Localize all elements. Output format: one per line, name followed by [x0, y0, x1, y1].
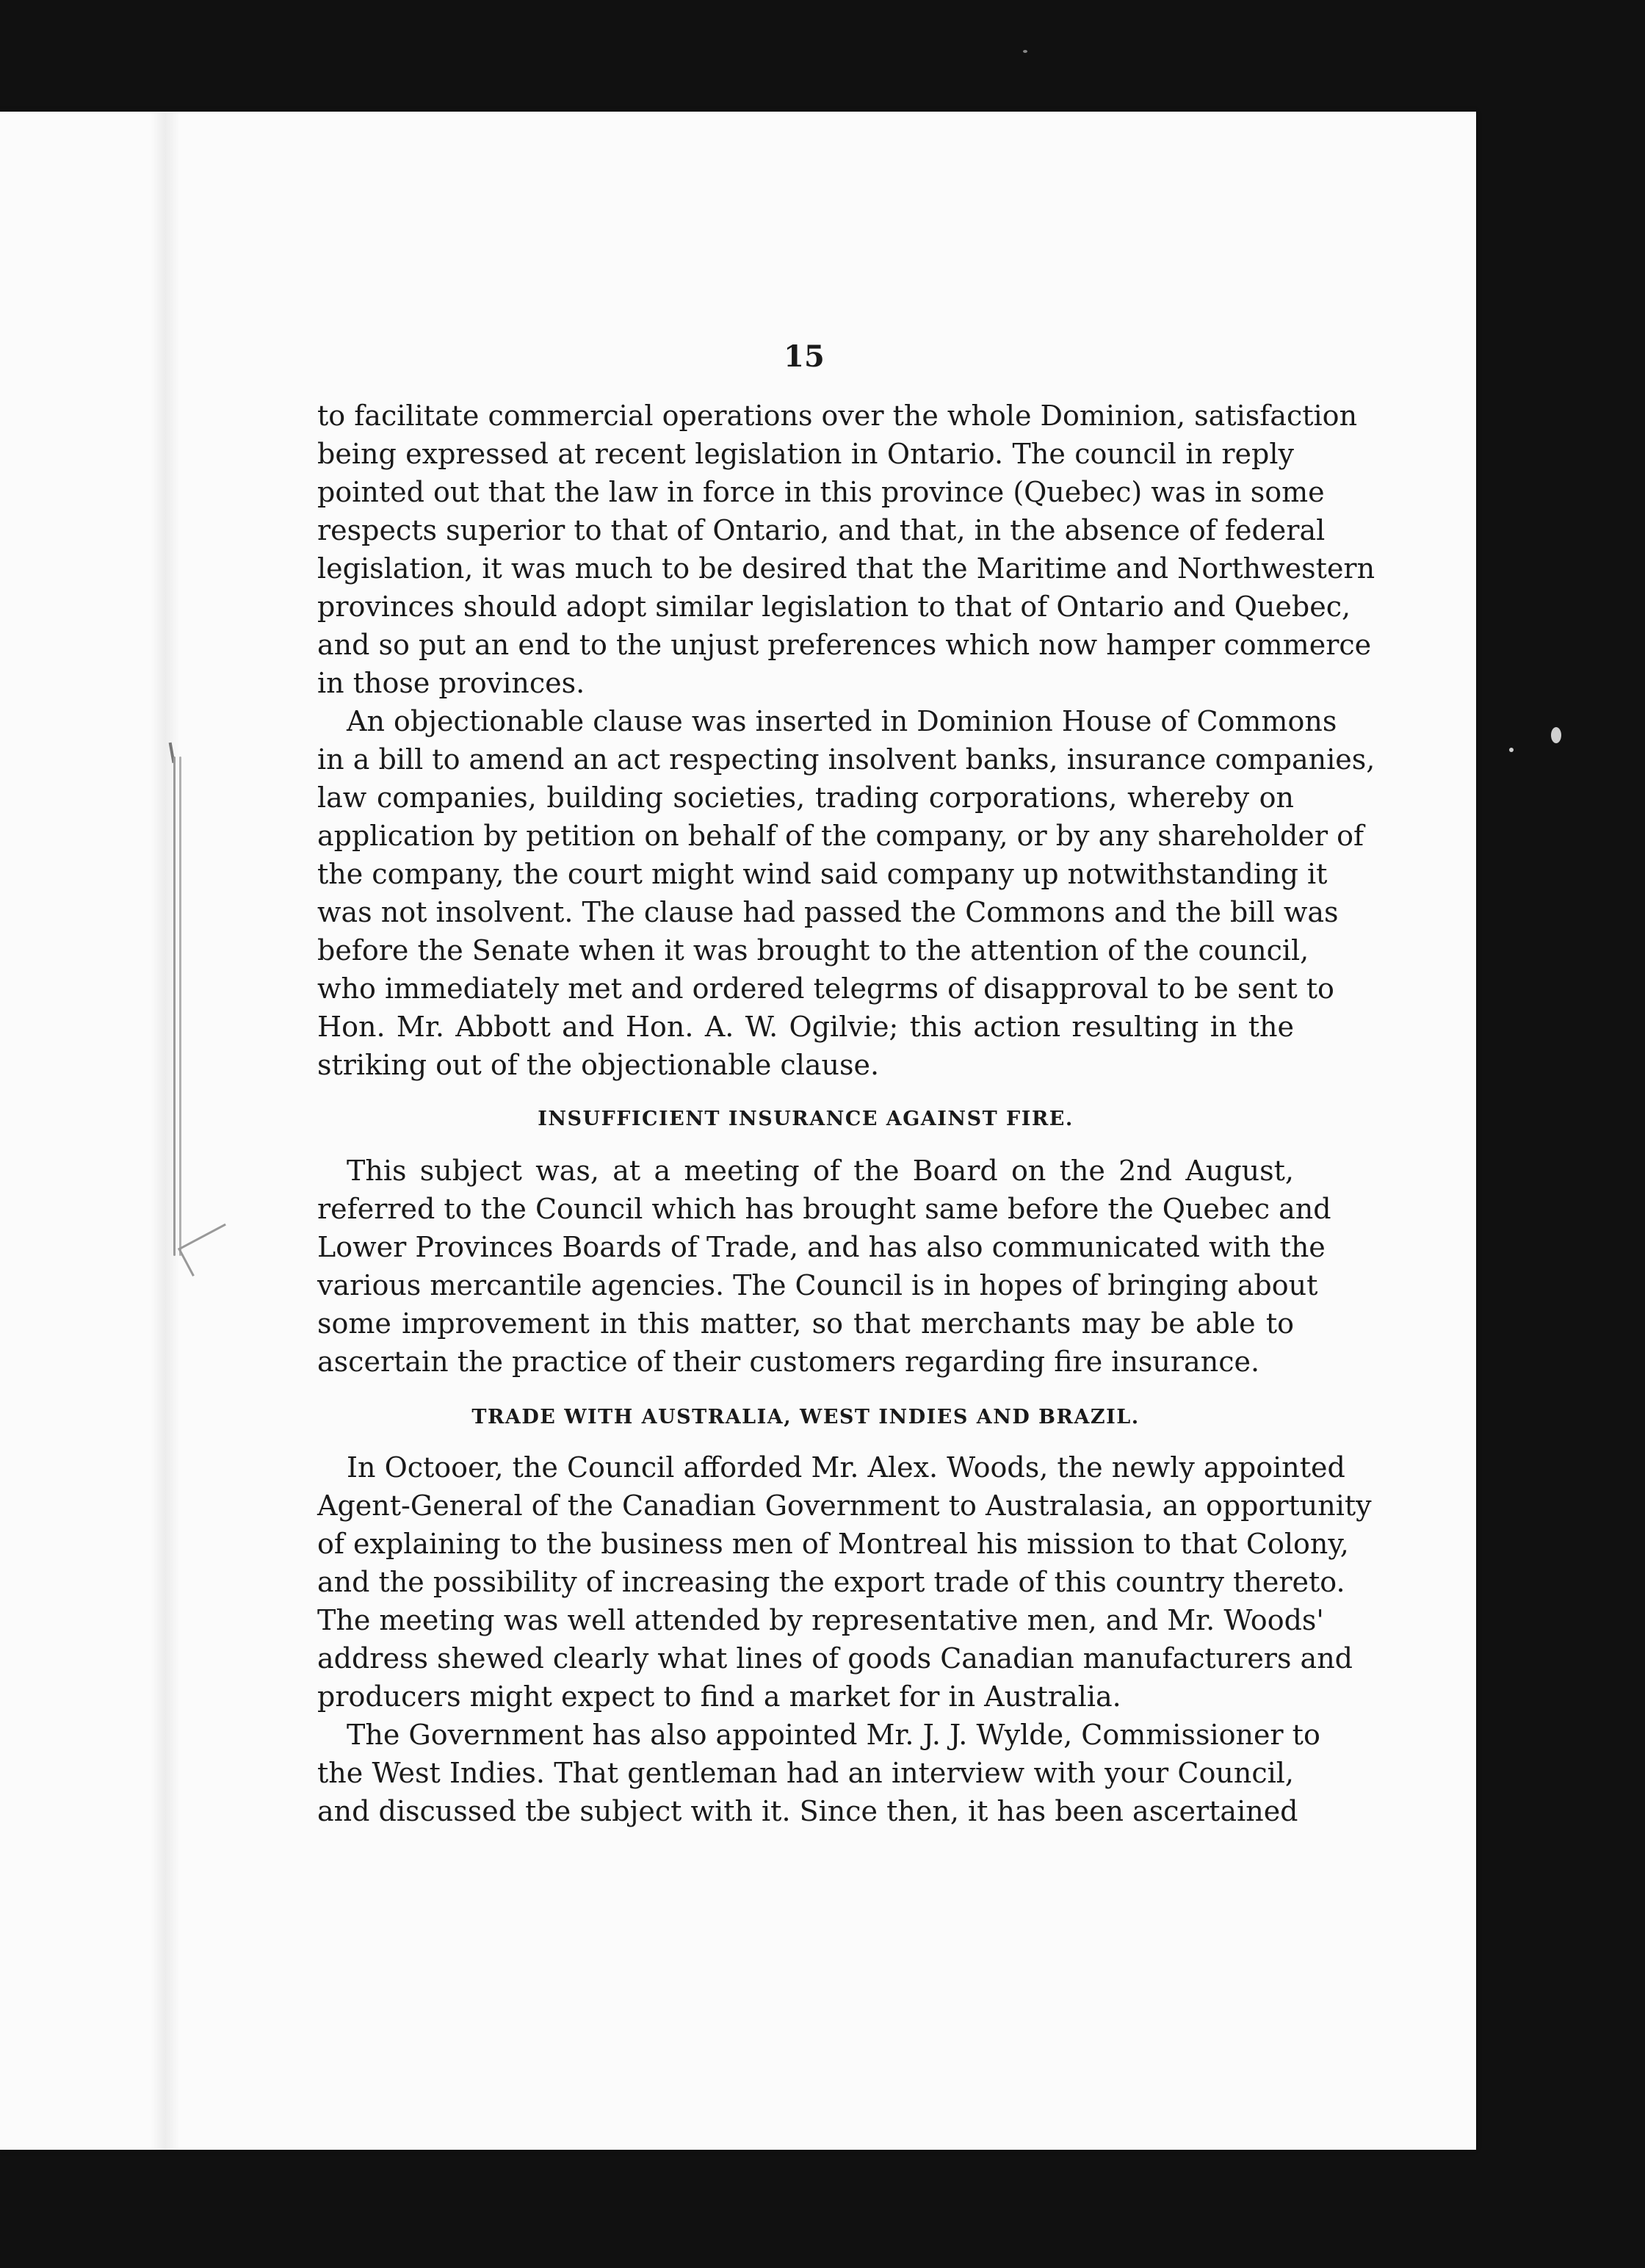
text-line: The meeting was well attended by representative men, and Mr. Woods' — [317, 1604, 1324, 1636]
thread-strand — [179, 756, 181, 1256]
text-line: the company, the court might wind said company up notwithstanding it — [317, 858, 1328, 890]
text-line: An objectionable clause was inserted in Dominion House of Commons — [347, 705, 1337, 737]
text-line: Lower Provinces Boards of Trade, and has also communicated with the — [317, 1231, 1326, 1263]
text-line: respects superior to that of Ontario, and that, in the absence of federal — [317, 514, 1326, 546]
text-line: In Octooer, the Council afforded Mr. Alex. Woods, the newly appointed — [347, 1451, 1345, 1484]
text-line: in those provinces. — [317, 667, 585, 699]
text-line: producers might expect to find a market for in Australia. — [317, 1680, 1121, 1713]
text-line: of explaining to the business men of Montreal his mission to that Colony, — [317, 1528, 1349, 1560]
paragraph — [317, 702, 1375, 1084]
paragraph — [317, 1716, 1320, 1830]
paragraph — [317, 1448, 1372, 1716]
page-number: 15 — [784, 339, 825, 374]
text-line: address shewed clearly what lines of goods Canadian manufacturers and — [317, 1642, 1353, 1675]
text-line: law companies, building societies, trading corporations, whereby on — [317, 781, 1294, 814]
binding-thread — [173, 742, 184, 1278]
paragraph — [317, 1152, 1331, 1381]
text-line: and the possibility of increasing the export trade of this country thereto. — [317, 1566, 1345, 1598]
text-line: ascertain the practice of their customers regarding fire insurance. — [317, 1346, 1260, 1378]
text-line: application by petition on behalf of the company, or by any shareholder of — [317, 820, 1364, 852]
section-heading: TRADE WITH AUSTRALIA, WEST INDIES AND BRAZIL. — [471, 1406, 1140, 1429]
text-line: some improvement in this matter, so that merchants may be able to — [317, 1307, 1294, 1340]
text-line: to facilitate commercial operations over the whole Dominion, satisfaction — [317, 400, 1358, 432]
text-line: Hon. Mr. Abbott and Hon. A. W. Ogilvie; this action resulting in the — [317, 1011, 1294, 1043]
text-line: who immediately met and ordered telegrms of disapproval to be sent to — [317, 972, 1334, 1005]
text-line: referred to the Council which has brought same before the Quebec and — [317, 1193, 1331, 1225]
text-line: the West Indies. That gentleman had an interview with your Council, — [317, 1757, 1294, 1789]
thread-strand — [173, 756, 176, 1256]
text-line: and so put an end to the unjust preferences which now hamper commerce — [317, 629, 1372, 661]
text-line: The Government has also appointed Mr. J. J. Wylde, Commissioner to — [347, 1719, 1320, 1751]
text-line: various mercantile agencies. The Council is in hopes of bringing about — [317, 1269, 1318, 1301]
text-line: and discussed tbe subject with it. Since then, it has been ascertained — [317, 1795, 1298, 1827]
text-line: Agent-General of the Canadian Government to Australasia, an opportunity — [317, 1489, 1372, 1522]
text-line: provinces should adopt similar legislation to that of Ontario and Quebec, — [317, 591, 1351, 623]
text-column — [317, 397, 1375, 1830]
text-line: pointed out that the law in force in this province (Quebec) was in some — [317, 476, 1325, 508]
text-line: being expressed at recent legislation in Ontario. The council in reply — [317, 438, 1294, 470]
text-line: in a bill to amend an act respecting insolvent banks, insurance companies, — [317, 743, 1375, 776]
paragraph — [317, 397, 1375, 702]
text-line: This subject was, at a meeting of the Board on the 2nd August, — [347, 1155, 1294, 1187]
text-line: legislation, it was much to be desired that the Maritime and Northwestern — [317, 552, 1375, 585]
text-line: striking out of the objectionable clause. — [317, 1049, 880, 1081]
text-line: was not insolvent. The clause had passed the Commons and the bill was — [317, 896, 1339, 928]
section-heading: INSUFFICIENT INSURANCE AGAINST FIRE. — [538, 1108, 1074, 1130]
text-line: before the Senate when it was brought to the attention of the council, — [317, 934, 1309, 967]
